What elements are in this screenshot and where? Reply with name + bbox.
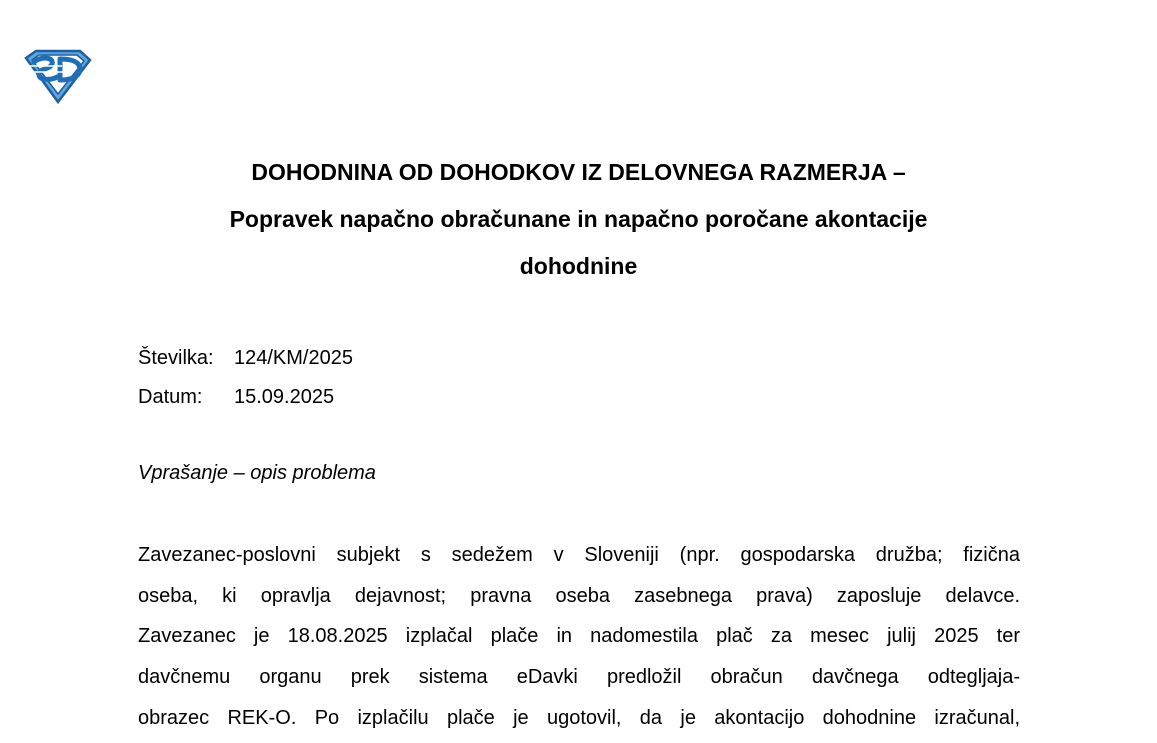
body-line: davčnemu organu prek sistema eDavki predložil obračun davčnega odtegljaja- — [138, 666, 1020, 689]
date-value: 15.09.2025 — [234, 386, 335, 408]
date-label: Datum: — [138, 386, 203, 408]
document-meta — [138, 339, 353, 417]
title-line-3: dohodnine — [519, 253, 638, 279]
number-value: 124/KM/2025 — [234, 347, 353, 369]
shield-logo-icon — [22, 48, 94, 104]
body-line: Zavezanec je 18.08.2025 izplačal plače in nadomestila plač za mesec julij 2025 ter — [138, 625, 1020, 648]
body-line: obrazec REK-O. Po izplačilu plače je ugotovil, da je akontacijo dohodnine izračunal, — [138, 706, 1020, 729]
body-paragraph — [138, 535, 1020, 739]
title-line-2: Popravek napačno obračunane in napačno poročane akontacije — [229, 206, 928, 232]
number-label: Številka: — [138, 347, 214, 369]
document-title — [0, 149, 1157, 290]
title-line-1: DOHODNINA OD DOHODKOV IZ DELOVNEGA RAZMERJA – — [251, 159, 906, 185]
question-heading: Vprašanje – opis problema — [138, 462, 376, 484]
body-line: Zavezanec-poslovni subjekt s sedežem v Sloveniji (npr. gospodarska družba; fizična — [138, 544, 1020, 566]
number-row — [138, 339, 353, 378]
logo — [22, 48, 94, 104]
date-row — [138, 378, 353, 417]
body-line: oseba, ki opravlja dejavnost; pravna oseba zasebnega prava) zaposluje delavce. — [138, 584, 1020, 607]
